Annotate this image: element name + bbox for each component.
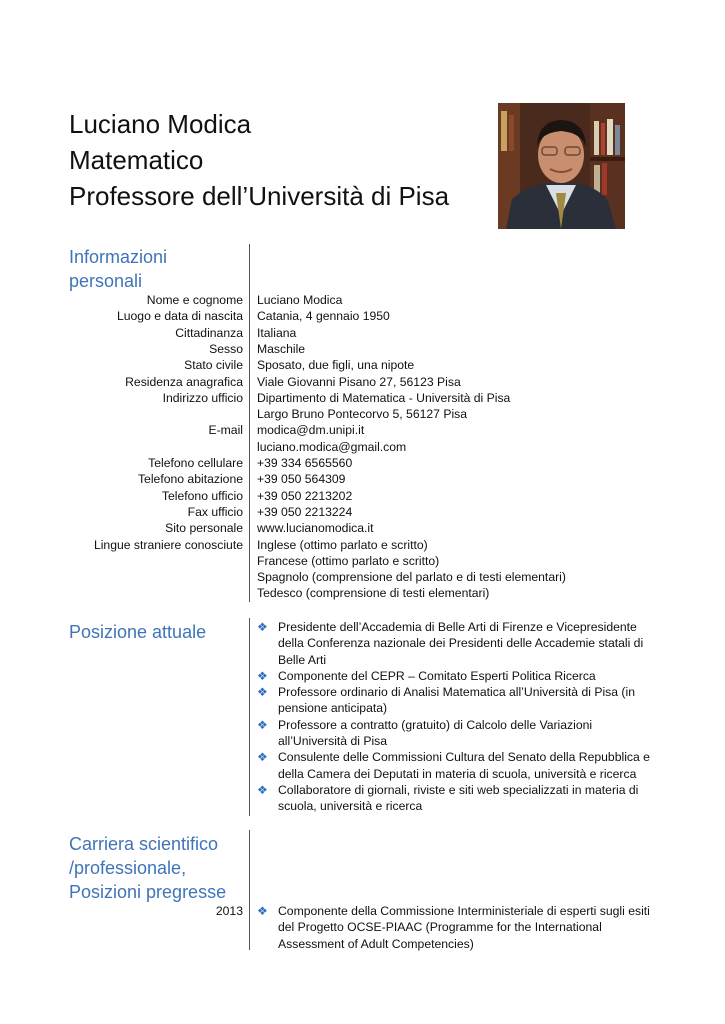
- list-item-text: Professore ordinario di Analisi Matematica all’Università di Pisa (in pensione anticipata): [278, 685, 635, 716]
- person-position: Professore dell’Università di Pisa: [69, 181, 450, 211]
- list-item-text: Componente del CEPR – Comitato Esperti Politica Ricerca: [278, 668, 596, 683]
- diamond-bullet-icon: ❖: [257, 782, 268, 797]
- list-item: [257, 717, 658, 750]
- current-positions-list: [257, 619, 658, 815]
- list-item-text: Collaboratore di giornali, riviste e siti web specializzati in materia di scuola, università e ricerca: [278, 782, 639, 814]
- info-label: Indirizzo ufficio: [162, 391, 243, 405]
- info-value: Largo Bruno Pontecorvo 5, 56127 Pisa: [257, 407, 468, 421]
- info-value: modica@dm.unipi.it: [257, 423, 365, 437]
- career-item: [257, 903, 658, 952]
- diamond-bullet-icon: ❖: [257, 685, 268, 700]
- list-item-text: Professore a contratto (gratuito) di Calcolo delle Variazioni all’Università di Pisa: [278, 717, 593, 749]
- info-value: +39 050 2213224: [257, 505, 353, 519]
- career-year: 2013: [215, 904, 243, 918]
- profile-photo: [498, 103, 625, 229]
- info-value: Inglese (ottimo parlato e scritto): [257, 538, 428, 552]
- info-label: Nome e cognome: [146, 293, 243, 307]
- info-label: Telefono ufficio: [161, 489, 243, 503]
- list-item-text: Consulente delle Commissioni Cultura del Senato della Repubblica e della Camera dei Deputati in materia di scuola, università e ricerca: [278, 750, 650, 781]
- list-item: [257, 782, 658, 815]
- list-item: [257, 684, 658, 717]
- info-label: Fax ufficio: [187, 505, 243, 519]
- cv-title: [69, 106, 449, 214]
- section-title-personal: Informazioni personali: [69, 247, 168, 291]
- person-role: Matematico: [69, 145, 204, 175]
- info-value: Maschile: [257, 342, 306, 356]
- info-label: Cittadinanza: [175, 326, 243, 340]
- info-label: Sesso: [209, 342, 243, 356]
- info-value: Tedesco (comprensione di testi elementari): [257, 586, 490, 600]
- info-value: Italiana: [257, 326, 297, 340]
- info-value: Viale Giovanni Pisano 27, 56123 Pisa: [257, 375, 461, 389]
- info-label: E-mail: [208, 423, 243, 437]
- info-value: Sposato, due figli, una nipote: [257, 358, 415, 372]
- info-label: Lingue straniere conosciute: [93, 538, 243, 552]
- diamond-bullet-icon: ❖: [257, 750, 268, 765]
- info-value: www.lucianomodica.it: [257, 521, 374, 535]
- list-item-text: Presidente dell’Accademia di Belle Arti di Firenze e Vicepresidente della Conferenza nazionale dei Presidenti delle Accademie statali di Belle Arti: [278, 620, 644, 667]
- section-divider: [249, 830, 250, 950]
- info-value: Spagnolo (comprensione del parlato e di testi elementari): [257, 570, 566, 584]
- section-divider: [249, 618, 250, 816]
- career-item-text: Componente della Commissione Interministeriale di esperti sugli esiti del Progetto OCSE-PIAAC (Programme for the International Assessment of Adult Competencies): [278, 904, 650, 951]
- info-label: Stato civile: [184, 358, 243, 372]
- info-value: Dipartimento di Matematica - Università di Pisa: [257, 391, 511, 405]
- info-label: Telefono abitazione: [137, 472, 243, 486]
- info-value: +39 334 6565560: [257, 456, 353, 470]
- info-value: Francese (ottimo parlato e scritto): [257, 554, 440, 568]
- info-label: Residenza anagrafica: [125, 375, 243, 389]
- info-value: Catania, 4 gennaio 1950: [257, 309, 390, 323]
- person-name: Luciano Modica: [69, 109, 252, 139]
- info-value: +39 050 2213202: [257, 489, 353, 503]
- info-label: Telefono cellulare: [148, 456, 243, 470]
- section-title-career: Carriera scientifico /professionale, Posizioni pregresse: [69, 834, 227, 902]
- list-item: [257, 749, 658, 782]
- info-value: +39 050 564309: [257, 472, 346, 486]
- diamond-bullet-icon: ❖: [257, 717, 268, 732]
- list-item: [257, 668, 658, 684]
- info-value: Luciano Modica: [257, 293, 343, 307]
- portrait-image: [498, 103, 625, 229]
- diamond-bullet-icon: ❖: [257, 904, 268, 918]
- section-divider: [249, 244, 250, 602]
- info-label: Luogo e data di nascita: [116, 309, 243, 323]
- info-label: Sito personale: [165, 521, 243, 535]
- section-title-current: Posizione attuale: [69, 622, 207, 642]
- info-value: luciano.modica@gmail.com: [257, 440, 407, 454]
- diamond-bullet-icon: ❖: [257, 668, 268, 683]
- list-item: [257, 619, 658, 668]
- diamond-bullet-icon: ❖: [257, 620, 268, 634]
